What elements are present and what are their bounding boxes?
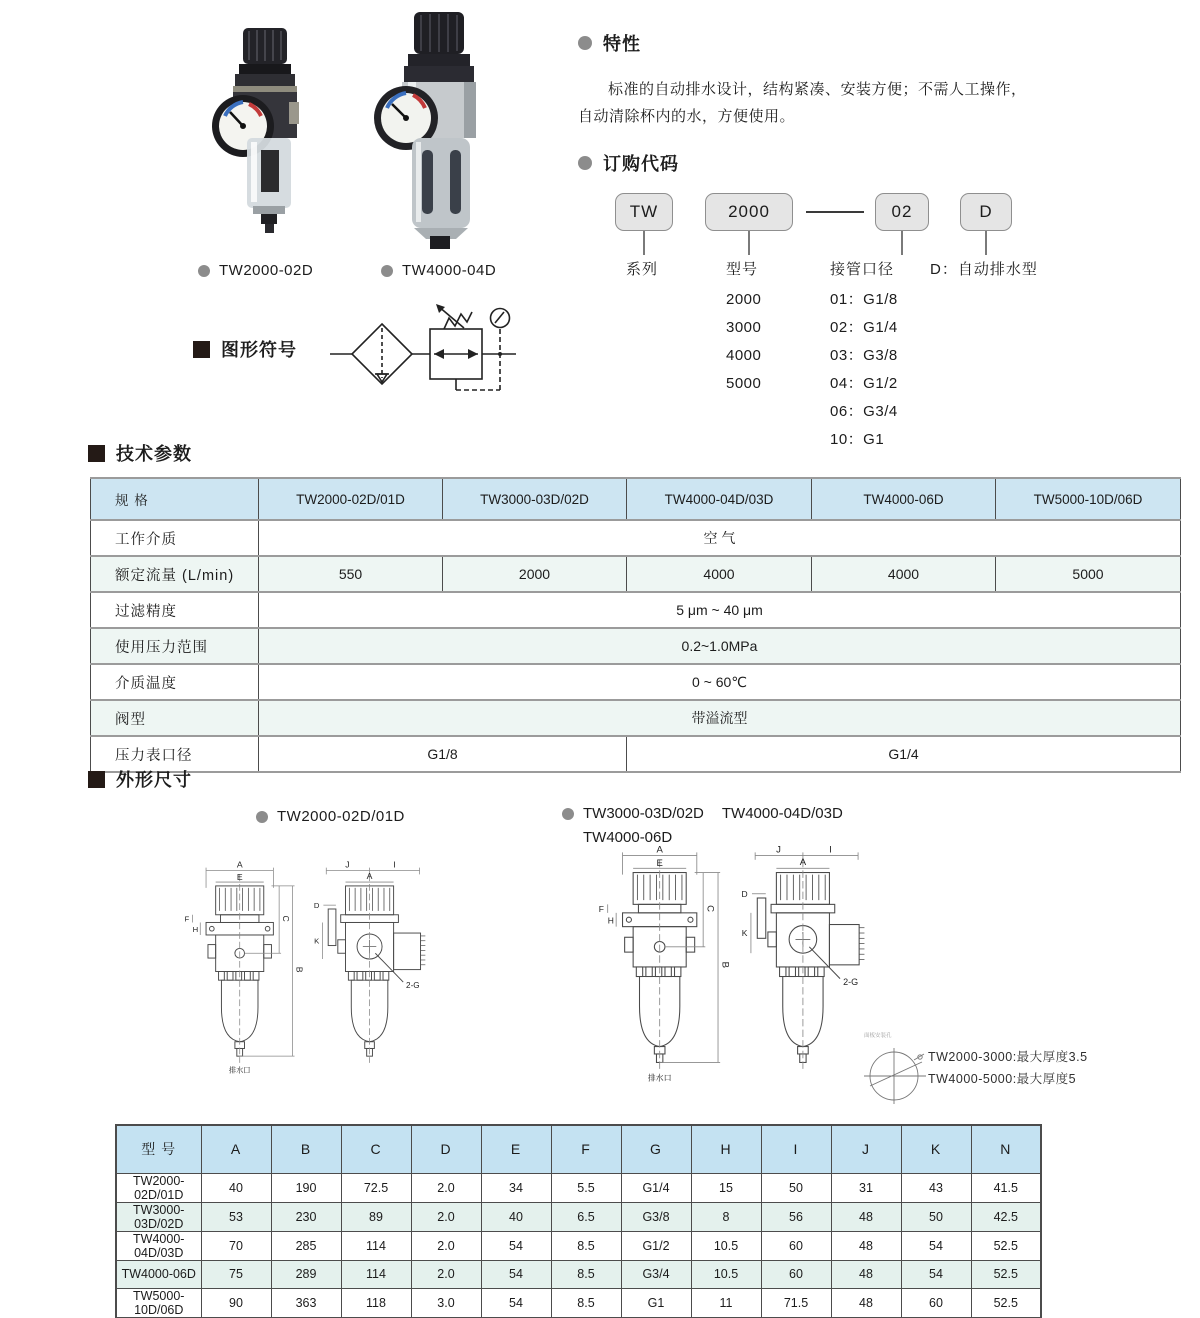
photo1-caption [198,262,313,279]
drain-port-label: 排水口 [228,1065,251,1075]
dim-label-H: H [192,925,199,935]
dim-label-J: J [776,844,781,856]
model-option: 4000 [726,347,762,364]
dim-label-I: I [829,844,832,856]
tech-cell: 2000 [443,556,627,592]
port-option: 06：G3/4 [830,403,898,420]
dim-cell: 2.0 [411,1173,481,1202]
ordering-diagram [578,190,1188,470]
model-options [726,286,761,398]
dims-right-model-c: TW4000-06D [583,829,673,846]
photo2-caption [381,262,496,279]
dim-cell: G1/2 [621,1231,691,1260]
dim-cell: 8.5 [551,1231,621,1260]
bullet-icon [198,265,210,277]
panel-note-label: 面板安装孔 [864,1033,892,1039]
dim-label-C: C [280,915,291,922]
dim-cell: 48 [831,1288,901,1318]
port-option: 02：G1/4 [830,319,898,336]
port-option: 04：G1/2 [830,375,898,392]
drain-label: D：自动排水型 [930,261,1038,278]
dim-cell: 5.5 [551,1173,621,1202]
table-row [91,478,1181,520]
dim-cell: 8.5 [551,1288,621,1318]
ordering-heading [578,150,679,176]
dim-header: F [551,1125,621,1173]
dim-cell: 34 [481,1173,551,1202]
dim-cell: 10.5 [691,1260,761,1288]
table-row [91,520,1181,556]
tech-header: TW2000-02D/01D [259,478,443,520]
tech-row-label: 阀型 [91,700,259,736]
square-bullet-icon [88,445,105,462]
dim-cell: 118 [341,1288,411,1318]
tech-cell: 4000 [627,556,812,592]
dim-cell: 89 [341,1202,411,1231]
model-label: 型号 [726,261,759,278]
dim-model: TW5000-10D/06D [116,1288,201,1318]
dim-cell: 285 [271,1231,341,1260]
table-row [116,1173,1041,1202]
dim-label-A2: A [799,857,807,869]
dim-header: J [831,1125,901,1173]
dims-right-model-b: TW4000-04D/03D [721,805,843,822]
bullet-icon [578,156,592,170]
dim-header: H [691,1125,761,1173]
dim-cell: 50 [761,1173,831,1202]
table-row [91,664,1181,700]
tech-specs-table [90,477,1181,773]
dim-label-A2: A [366,871,373,882]
dim-label-E: E [656,858,663,870]
port-label: 接管口径 [830,261,895,278]
model-option: 3000 [726,319,762,336]
ordering-title: 订购代码 [603,154,679,174]
features-line2: 自动清除杯内的水，方便使用。 [578,108,796,125]
features-title: 特性 [603,34,641,54]
dims-right-model-a: TW3000-03D/02D [583,805,704,822]
features-paragraph [578,76,1153,130]
dim-label-A: A [236,859,243,870]
dim-cell: 60 [901,1288,971,1318]
dim-label-H: H [607,915,614,926]
dim-label-C: C [704,905,716,913]
dim-cell: 230 [271,1202,341,1231]
port-option: 10：G1 [830,431,885,448]
product-photo-tw4000 [368,8,510,250]
dim-model: TW3000-03D/02D [116,1202,201,1231]
dim-cell: 54 [481,1288,551,1318]
dim-cell: 54 [901,1260,971,1288]
features-line1: 标准的自动排水设计，结构紧凑、安装方便；不需人工操作， [608,81,1027,98]
tech-cell: 0 ~ 60℃ [259,664,1181,700]
dim-cell: 31 [831,1173,901,1202]
dim-label-E: E [236,872,243,883]
dim-model: TW4000-06D [116,1260,201,1288]
dim-header: 型 号 [116,1125,201,1173]
tech-row-label: 介质温度 [91,664,259,700]
dim-label-B: B [294,966,305,973]
tech-header: TW5000-10D/06D [996,478,1181,520]
tech-header: TW4000-04D/03D [627,478,812,520]
dim-header: A [201,1125,271,1173]
code-box-model: 2000 [705,193,793,231]
features-heading [578,30,641,56]
dim-cell: 42.5 [971,1202,1041,1231]
dim-cell: 52.5 [971,1288,1041,1318]
dim-header: K [901,1125,971,1173]
tech-row-label: 工作介质 [91,520,259,556]
table-row [91,592,1181,628]
dim-cell: G3/8 [621,1202,691,1231]
tech-cell: 5000 [996,556,1181,592]
tech-cell: 空 气 [259,520,1181,556]
dim-label-I: I [393,859,396,870]
graphic-symbol-heading [193,336,297,362]
dim-cell: 75 [201,1260,271,1288]
code-dash [806,211,864,213]
port-thread-label: 2-G [406,980,420,990]
dim-cell: 70 [201,1231,271,1260]
tech-title: 技术参数 [116,444,192,464]
panel-hole-detail-drawing [856,1026,938,1112]
dim-cell: G3/4 [621,1260,691,1288]
square-bullet-icon [88,771,105,788]
tech-header: 规 格 [91,478,259,520]
dim-label-B: B [719,961,731,969]
table-row [91,556,1181,592]
tech-heading [88,440,192,466]
port-option: 03：G3/8 [830,347,898,364]
dim-cell: 2.0 [411,1202,481,1231]
pneumatic-symbol-diagram [328,298,520,410]
dim-cell: 6.5 [551,1202,621,1231]
connector-line [748,231,750,255]
dim-label-K: K [741,928,748,939]
dim-label-F: F [184,914,190,924]
dimension-drawing-tw2000 [182,858,434,1086]
dim-cell: 363 [271,1288,341,1318]
dim-cell: 11 [691,1288,761,1318]
tech-cell: 带溢流型 [259,700,1181,736]
table-row [116,1231,1041,1260]
dim-cell: 190 [271,1173,341,1202]
code-box-drain: D [960,193,1012,231]
port-options [830,286,898,454]
connector-line [901,231,903,255]
table-row [91,700,1181,736]
dim-cell: 41.5 [971,1173,1041,1202]
bullet-icon [256,811,268,823]
dim-cell: G1/4 [621,1173,691,1202]
dim-header: E [481,1125,551,1173]
dim-cell: 52.5 [971,1231,1041,1260]
table-row [116,1288,1041,1318]
model-option: 5000 [726,375,762,392]
tech-row-label: 压力表口径 [91,736,259,772]
dims-label-left [256,808,405,825]
dim-cell: 289 [271,1260,341,1288]
dim-cell: 54 [901,1231,971,1260]
photo2-label: TW4000-04D [402,262,497,279]
table-row [116,1125,1041,1173]
dimension-drawing-tw4000 [596,842,874,1093]
dim-label-F: F [598,903,604,914]
code-box-port: 02 [875,193,929,231]
bullet-icon [381,265,393,277]
dim-cell: 72.5 [341,1173,411,1202]
thickness-notes [928,1046,1088,1090]
dim-cell: 8.5 [551,1260,621,1288]
tech-cell: 0.2~1.0MPa [259,628,1181,664]
thickness-note-2: TW4000-5000:最大厚度5 [928,1072,1077,1086]
dim-header: D [411,1125,481,1173]
table-row [116,1202,1041,1231]
connector-line [643,231,645,255]
table-row [91,736,1181,772]
dim-header: C [341,1125,411,1173]
product-photo-tw2000 [205,22,323,236]
tech-cell: G1/4 [627,736,1181,772]
tech-cell: 4000 [812,556,996,592]
thickness-note-1: TW2000-3000:最大厚度3.5 [928,1050,1088,1064]
dim-cell: 71.5 [761,1288,831,1318]
dim-cell: 53 [201,1202,271,1231]
dims-left-model: TW2000-02D/01D [277,808,405,825]
dim-model: TW4000-04D/03D [116,1231,201,1260]
port-thread-label: 2-G [843,977,859,988]
dim-cell: 50 [901,1202,971,1231]
dim-cell: 60 [761,1260,831,1288]
dim-cell: 48 [831,1202,901,1231]
dim-cell: 48 [831,1260,901,1288]
tech-row-label: 使用压力范围 [91,628,259,664]
dim-cell: 56 [761,1202,831,1231]
bullet-icon [562,808,574,820]
graphic-symbol-title: 图形符号 [221,340,297,360]
dim-cell: G1 [621,1288,691,1318]
dim-cell: 60 [761,1231,831,1260]
tech-header: TW3000-03D/02D [443,478,627,520]
model-option: 2000 [726,291,762,308]
table-row [91,628,1181,664]
tech-row-label: 过滤精度 [91,592,259,628]
dim-cell: 48 [831,1231,901,1260]
series-label: 系列 [626,261,659,278]
dim-model: TW2000-02D/01D [116,1173,201,1202]
connector-line [985,231,987,255]
dim-label-D: D [313,901,320,911]
dims-heading [88,766,192,792]
dim-cell: 2.0 [411,1231,481,1260]
dimensions-table [115,1124,1042,1318]
drain-port-label: 排水口 [647,1073,672,1083]
code-box-series: TW [615,193,673,231]
square-bullet-icon [193,341,210,358]
photo1-label: TW2000-02D [219,262,314,279]
port-option: 01：G1/8 [830,291,898,308]
dim-cell: 114 [341,1260,411,1288]
dim-label-K: K [314,936,320,946]
dim-label-A: A [656,844,663,856]
bullet-icon [578,36,592,50]
dim-cell: 3.0 [411,1288,481,1318]
dim-cell: 40 [201,1173,271,1202]
dim-header: N [971,1125,1041,1173]
tech-cell: 5 μm ~ 40 μm [259,592,1181,628]
dim-cell: 114 [341,1231,411,1260]
dim-cell: 52.5 [971,1260,1041,1288]
dim-cell: 15 [691,1173,761,1202]
dim-cell: 8 [691,1202,761,1231]
tech-header: TW4000-06D [812,478,996,520]
tech-cell: 550 [259,556,443,592]
dim-header: I [761,1125,831,1173]
dim-cell: 54 [481,1231,551,1260]
tech-cell: G1/8 [259,736,627,772]
dim-cell: 90 [201,1288,271,1318]
dim-cell: 43 [901,1173,971,1202]
dim-header: B [271,1125,341,1173]
dim-header: G [621,1125,691,1173]
dim-cell: 2.0 [411,1260,481,1288]
tech-row-label: 额定流量 (L/min) [91,556,259,592]
dims-title: 外形尺寸 [116,770,192,790]
dim-label-J: J [345,859,350,870]
dim-cell: 40 [481,1202,551,1231]
dim-cell: 10.5 [691,1231,761,1260]
dim-label-D: D [741,888,748,899]
table-row [116,1260,1041,1288]
dim-cell: 54 [481,1260,551,1288]
